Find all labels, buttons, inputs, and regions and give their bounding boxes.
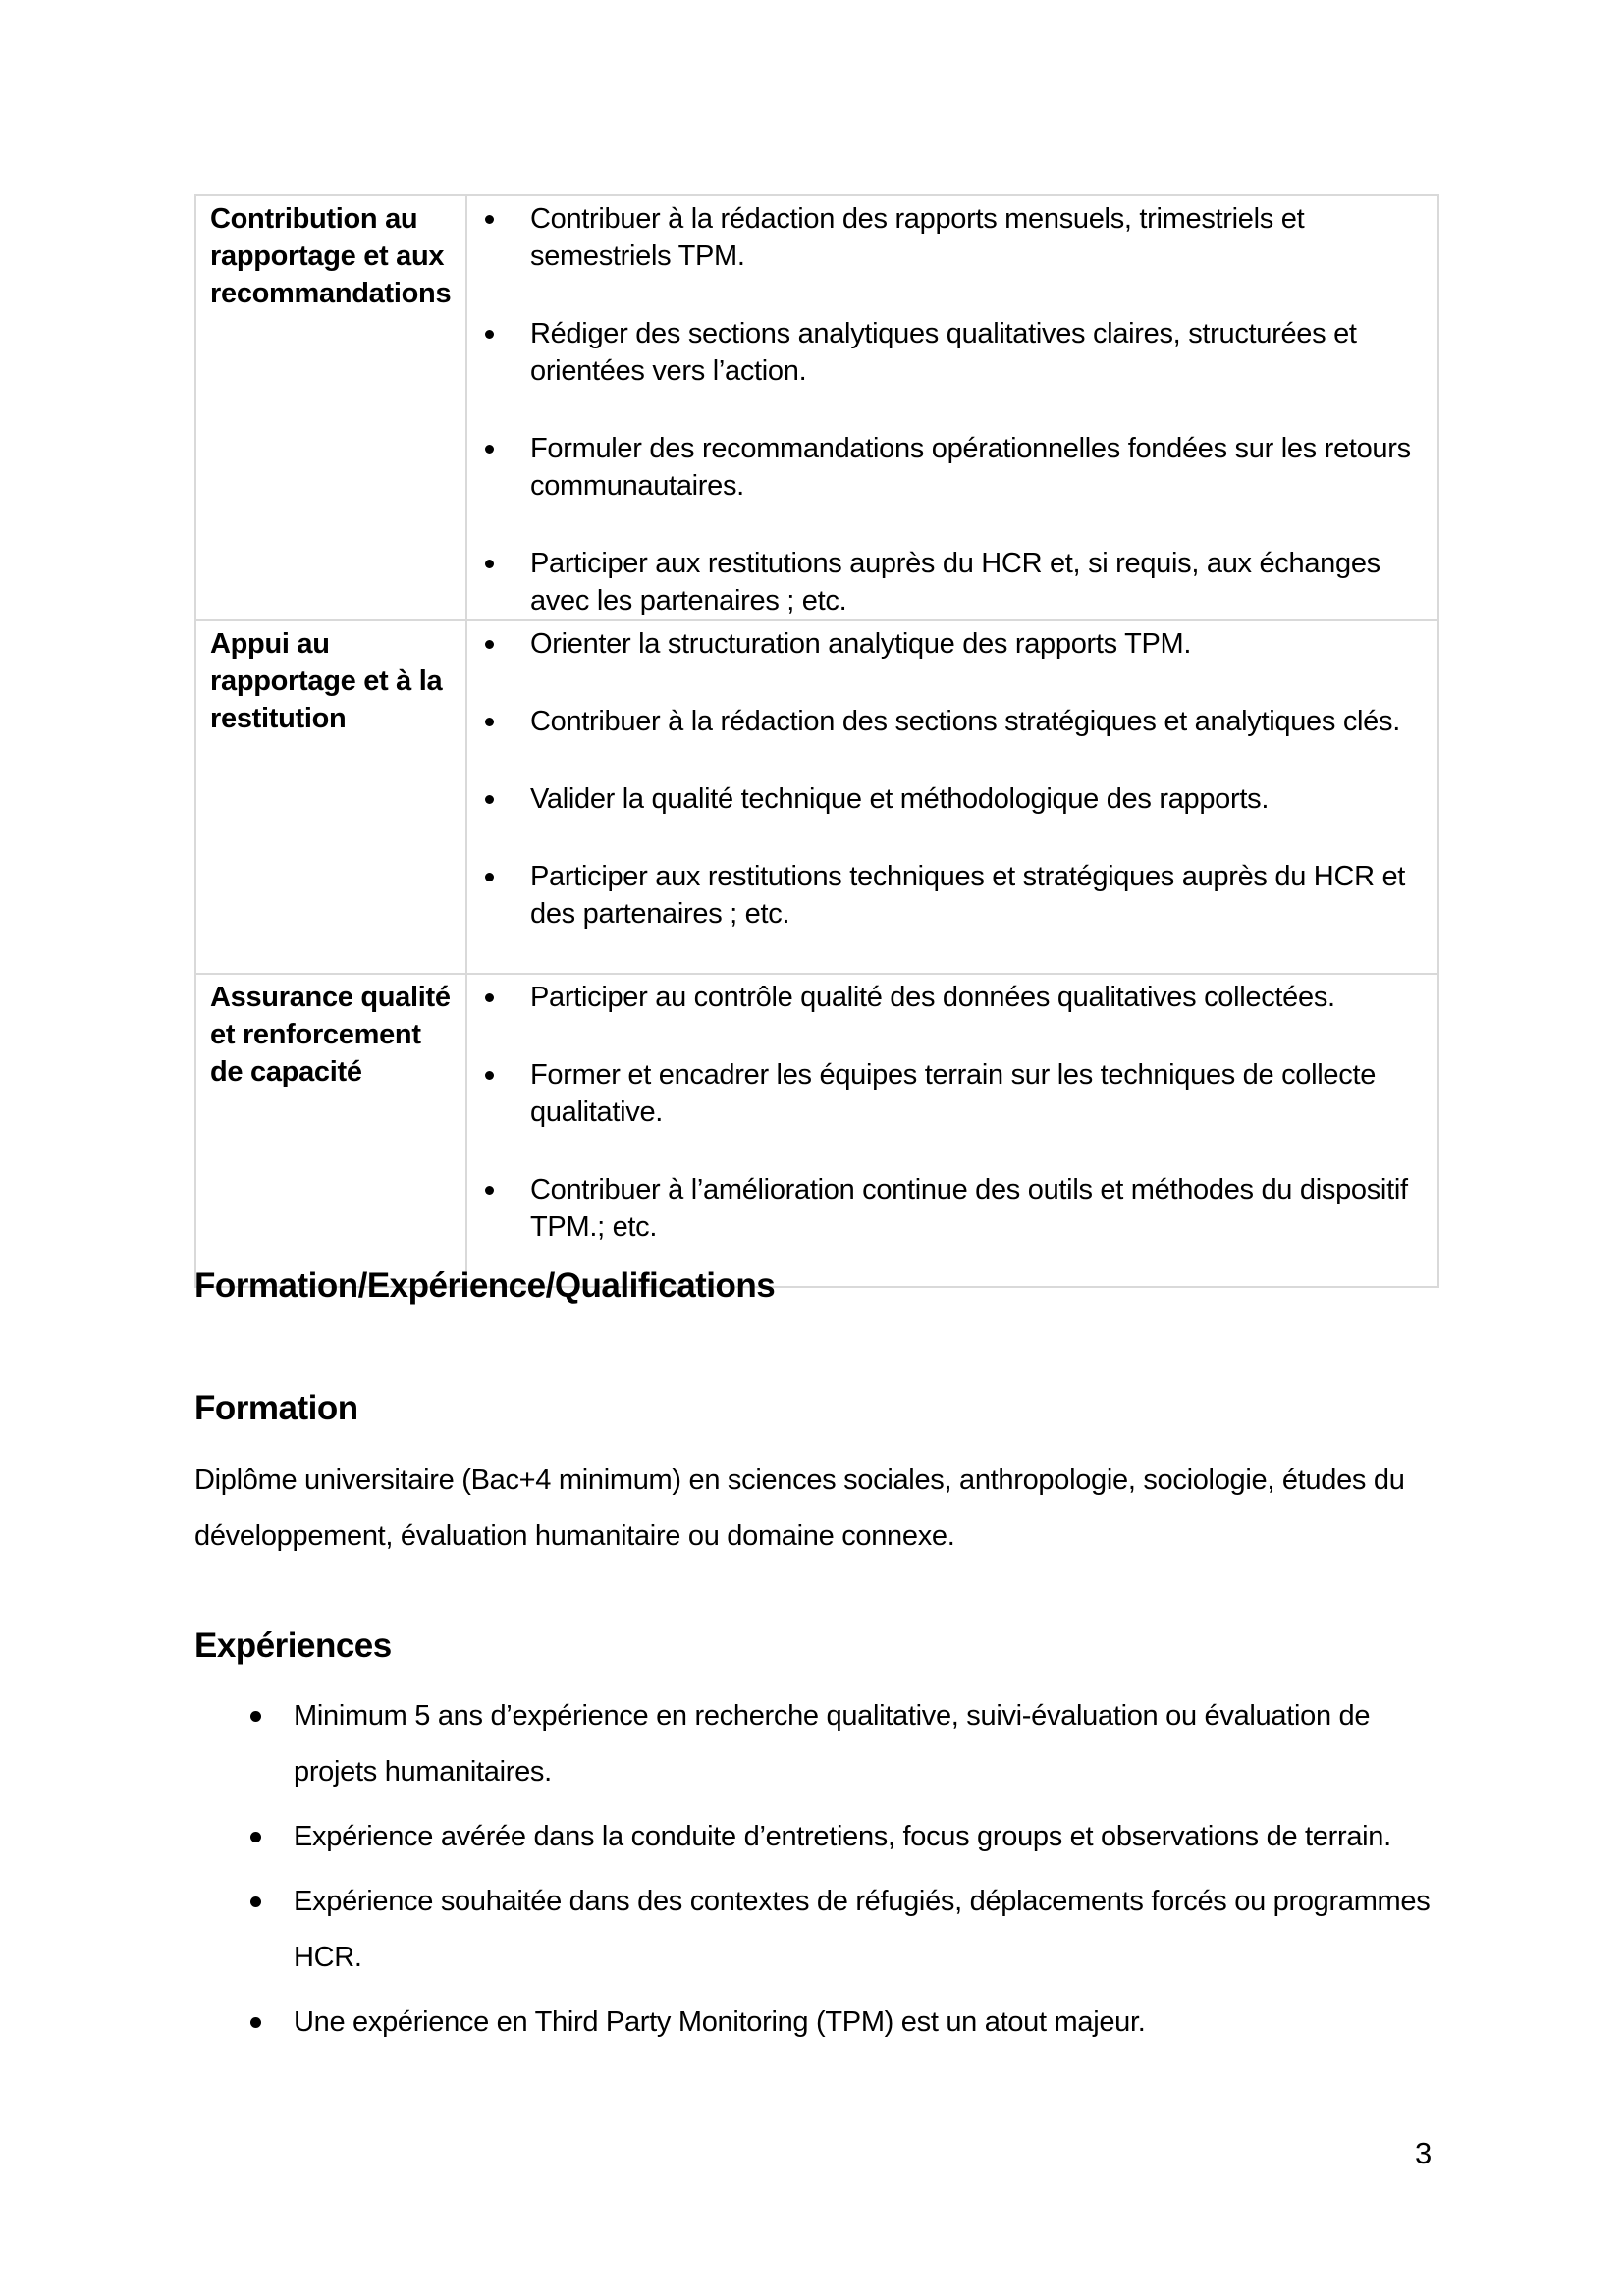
bullet-icon [485, 1071, 494, 1080]
list-item [467, 315, 1428, 390]
bullet-icon [250, 1711, 261, 1722]
list-item [467, 979, 1428, 1016]
list-item-text: Participer aux restitutions techniques et stratégiques auprès du HCR et des partenaires ; etc. [530, 861, 1406, 930]
list-item-text: Contribuer à la rédaction des sections stratégiques et analytiques clés. [530, 706, 1400, 737]
table-cell-content [466, 620, 1438, 974]
table-row [195, 620, 1438, 974]
bullet-icon [485, 718, 494, 726]
bullet-icon [485, 795, 494, 804]
list-item-text: Orienter la structuration analytique des rapports TPM. [530, 628, 1192, 660]
list-item [194, 1995, 1446, 2051]
bullet-list [467, 621, 1437, 933]
subsection-heading-formation: Formation [194, 1389, 358, 1427]
list-item-text: Formuler des recommandations opérationnelles fondées sur les retours communautaires. [530, 433, 1411, 502]
bullet-icon [485, 1186, 494, 1195]
list-item-text: Minimum 5 ans d’expérience en recherche qualitative, suivi-évaluation ou évaluation de projets humanitaires. [294, 1700, 1371, 1788]
list-item-text: Expérience avérée dans la conduite d’entretiens, focus groups et observations de terrain. [294, 1821, 1391, 1852]
bullet-icon [485, 560, 494, 568]
bullet-icon [485, 445, 494, 454]
list-item [467, 430, 1428, 505]
page-number: 3 [1415, 2136, 1433, 2170]
list-item [467, 1171, 1428, 1246]
list-item [194, 1874, 1446, 1986]
section-heading-qualifications: Formation/Expérience/Qualifications [194, 1266, 776, 1305]
bullet-icon [485, 640, 494, 649]
row-label: Assurance qualité et renforcement de capacité [210, 982, 451, 1088]
bullet-icon [485, 873, 494, 881]
bullet-icon [250, 1896, 261, 1907]
list-item-text: Valider la qualité technique et méthodologique des rapports. [530, 783, 1270, 815]
list-item [467, 200, 1428, 275]
bullet-icon [485, 993, 494, 1002]
subsection-heading-experiences: Expériences [194, 1627, 392, 1665]
list-item-text: Contribuer à l’amélioration continue des outils et méthodes du dispositif TPM.; etc. [530, 1174, 1408, 1243]
bullet-list [467, 975, 1437, 1246]
table-row [195, 974, 1438, 1287]
list-item [467, 1056, 1428, 1131]
bullet-list [467, 196, 1437, 619]
table-cell-label [195, 195, 466, 620]
list-item [467, 858, 1428, 933]
list-item [467, 703, 1428, 740]
list-item-text: Participer aux restitutions auprès du HCR et, si requis, aux échanges avec les partenaires ; etc. [530, 548, 1380, 616]
list-item-text: Former et encadrer les équipes terrain sur les techniques de collecte qualitative. [530, 1059, 1377, 1128]
bullet-icon [250, 2017, 261, 2028]
list-item-text: Contribuer à la rédaction des rapports mensuels, trimestriels et semestriels TPM. [530, 203, 1305, 272]
bullet-icon [485, 215, 494, 224]
list-item [194, 1809, 1446, 1865]
list-item-text: Rédiger des sections analytiques qualitatives claires, structurées et orientées vers l’action. [530, 318, 1357, 387]
table-cell-label [195, 974, 466, 1287]
responsibilities-table [194, 194, 1439, 1288]
table-cell-content [466, 195, 1438, 620]
bullet-icon [250, 1832, 261, 1842]
list-item-text: Expérience souhaitée dans des contextes de réfugiés, déplacements forcés ou programmes HCR. [294, 1886, 1431, 1973]
table-cell-label [195, 620, 466, 974]
list-item [467, 780, 1428, 818]
bullet-icon [485, 330, 494, 339]
table-row [195, 195, 1438, 620]
table-cell-content [466, 974, 1438, 1287]
list-item [467, 545, 1428, 619]
formation-paragraph: Diplôme universitaire (Bac+4 minimum) en sciences sociales, anthropologie, sociologie, études du développement, évaluation humanitaire ou domaine connexe. [194, 1465, 1405, 1552]
experiences-list [194, 1688, 1446, 2059]
list-item-text: Participer au contrôle qualité des données qualitatives collectées. [530, 982, 1335, 1013]
row-label: Contribution au rapportage et aux recommandations [210, 203, 452, 309]
list-item [194, 1688, 1446, 1800]
list-item [467, 625, 1428, 663]
list-item-text: Une expérience en Third Party Monitoring (TPM) est un atout majeur. [294, 2006, 1146, 2038]
row-label: Appui au rapportage et à la restitution [210, 628, 443, 734]
